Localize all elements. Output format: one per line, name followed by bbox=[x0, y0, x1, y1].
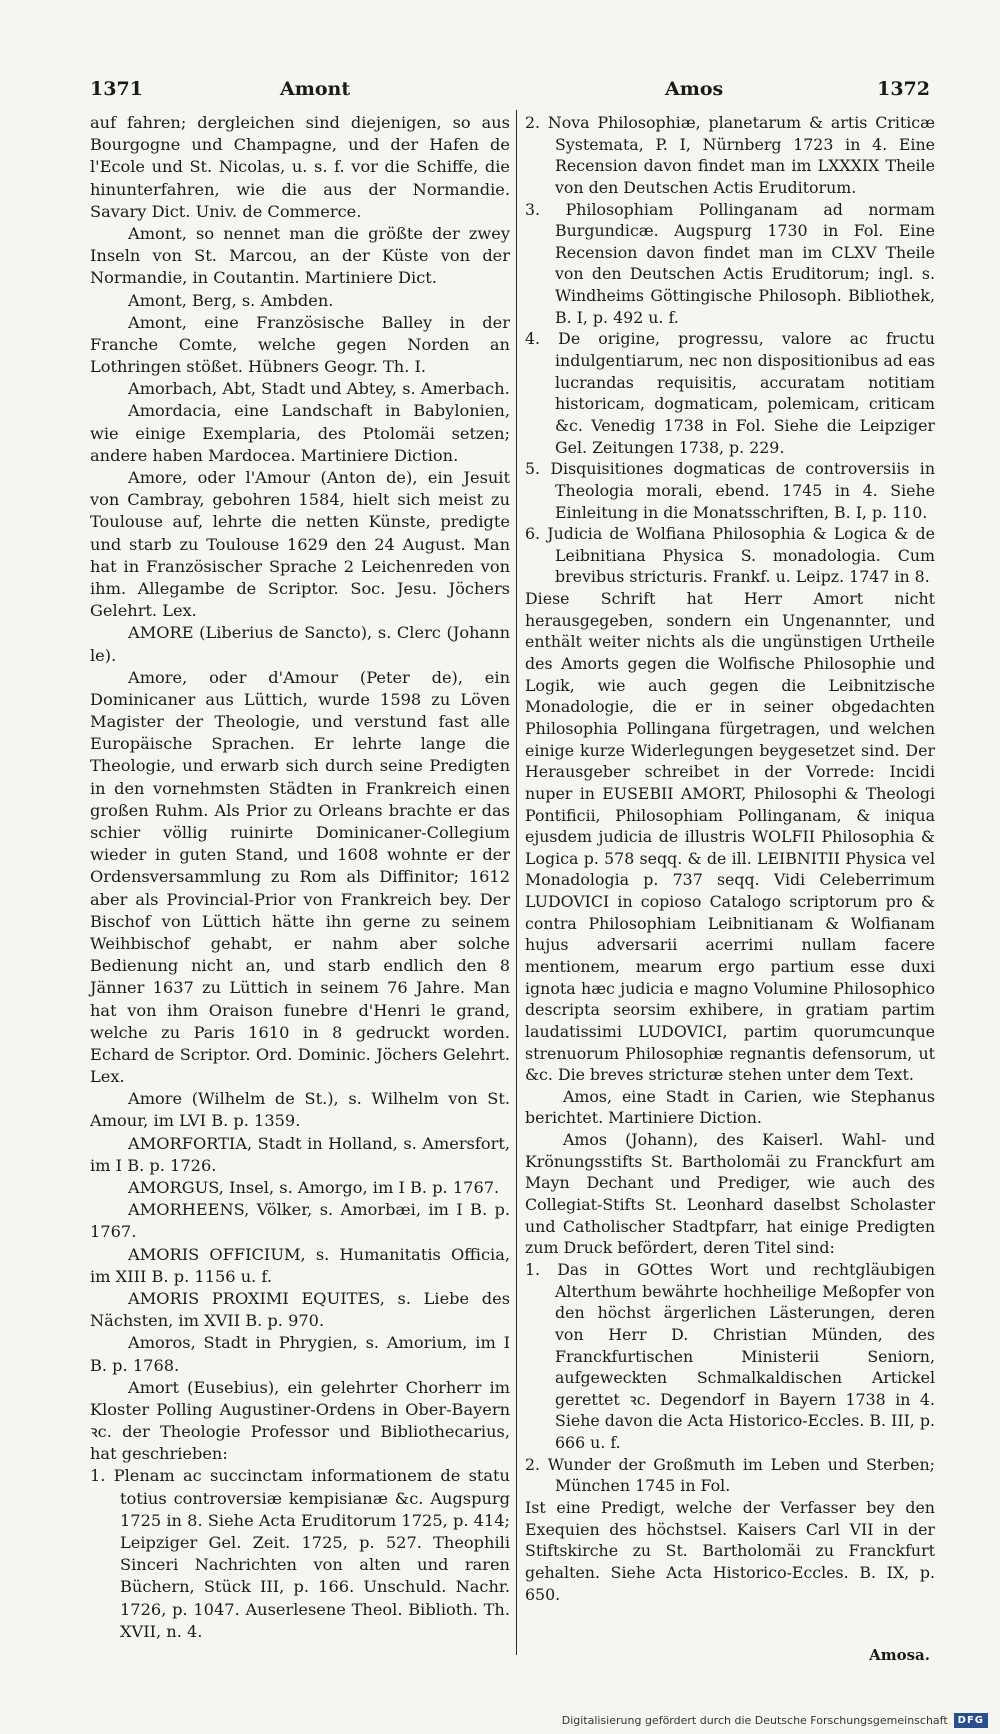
catchword: Amosa. bbox=[869, 1646, 930, 1664]
right-column-paragraph: 2. Wunder der Großmuth im Leben und Sterben; München 1745 in Fol. bbox=[525, 1454, 935, 1496]
left-column-paragraph: AMORHEENS, Völker, s. Amorbæi, im I B. p. 1767. bbox=[90, 1200, 510, 1242]
right-column-paragraph: Diese Schrift hat Herr Amort nicht herausgegeben, sondern ein Ungenannter, und enthält weiter nichts als die ungünstigen Urtheile des Amorts gegen die Wolfische Philosophie und Logik, wie auch gegen die Leibnitzische Monadologie, die er in seiner obgedachten Philosophia Pollingana fürgetragen, und welchen einige kurze Widerlegungen beygesetzet sind. Der Herausgeber schreibet in der Vorrede: Incidi nuper in EUSEBII AMORT, Philosophi & Theologi Pontificii, Philosophiam Pollinganam, & iniqua ejusdem judicia de illustris WOLFII Philosophia & Logica p. 578 seqq. & de ill. LEIBNITII Physica vel Monadologia p. 737 seqq. Vidi Celeberrimum LUDOVICI in copioso Catalogo scriptorum pro & contra Philosophiam Leibnitianam & Wolfianam hujus adversarii acerrimi nullam facere mentionem, mearum ergo partium esse duxi ignota hæc judicia e magno Volumine Philosophico descripta seorsim exhibere, in gratiam partim laudatissimi LUDOVICI, partim quorumcunque strenuorum Philosophiæ regnantis defensorum, ut &c. Die breves stricturæ stehen unter dem Text. bbox=[525, 589, 935, 1085]
left-column-paragraph: Amont, Berg, s. Ambden. bbox=[128, 290, 334, 310]
running-head-left: Amont bbox=[280, 78, 351, 100]
page-header bbox=[90, 78, 930, 106]
digitization-footer bbox=[562, 1713, 988, 1728]
right-column-paragraph: Ist eine Predigt, welche der Verfasser bey den Exequien des höchstsel. Kaisers Carl VII in der Stiftskirche zu St. Bartholomäi zu Franckfurt gehalten. Siehe Acta Historico-Eccles. B. IX, p. 650. bbox=[525, 1498, 935, 1604]
right-column-paragraph: 1. Das in GOttes Wort und rechtgläubigen Alterthum bewährte hochheilige Meßopfer von den höchst ärgerlichen Lästerungen, deren von Herr D. Christian Münden, des Franckfurtischen Ministerii Seniorn, aufgeweckten Schmalkaldischen Artickel gerettet ꝛc. Degendorf in Bayern 1738 in 4. Siehe davon die Acta Historico-Eccles. B. III, p. 666 u. f. bbox=[525, 1259, 935, 1453]
left-column-paragraph: Amore, oder d'Amour (Peter de), ein Dominicaner aus Lüttich, wurde 1598 zu Löven Magister der Theologie, und verstund fast alle Europäische Sprachen. Er lehrte lange die Theologie, und erwarb sich durch seine Predigten in den vornehmsten Städten in Frankreich einen großen Ruhm. Als Prior zu Orleans brachte er das schier völlig ruinirte Dominicaner-Collegium wieder in guten Stand, und 1608 wohnte er der Ordensversammlung zu Rom als Diffinitor; 1612 aber als Provincial-Prior von Frankreich bey. Der Bischof von Lüttich hätte ihn gerne zu seinem Weihbischof gehabt, er nahm aber solche Bedienung nicht an, und starb endlich den 8 Jänner 1637 zu Lüttich in seinem 76 Jahre. Man hat von ihm Oraison funebre d'Henri le grand, welche zu Paris 1610 in 8 gedruckt worden. Echard de Scriptor. Ord. Dominic. Jöchers Gelehrt. Lex. bbox=[90, 667, 510, 1087]
left-column-paragraph: AMORGUS, Insel, s. Amorgo, im I B. p. 1767. bbox=[128, 1178, 500, 1197]
left-column-paragraph: AMORIS PROXIMI EQUITES, s. Liebe des Nächsten, im XVII B. p. 970. bbox=[90, 1288, 510, 1331]
dfg-logo: DFG bbox=[954, 1713, 988, 1728]
right-column-paragraph: Amos, eine Stadt in Carien, wie Stephanus berichtet. Martiniere Diction. bbox=[525, 1086, 935, 1128]
right-column-paragraph: 3. Philosophiam Pollinganam ad normam Burgundicæ. Augspurg 1730 in Fol. Eine Recension davon findet man im CLXV Theile von den Deutschen Actis Eruditorum; ingl. s. Windheims Göttingische Philosoph. Bibliothek, B. I, p. 492 u. f. bbox=[525, 199, 935, 327]
right-column-paragraph: 4. De origine, progressu, valore ac fructu indulgentiarum, nec non dispositionibus ad eas lucrandas requisitis, accuratam notitiam historicam, dogmaticam, polemicam, criticam &c. Venedig 1738 in Fol. Siehe die Leipziger Gel. Zeitungen 1738, p. 229. bbox=[525, 329, 935, 457]
left-column-paragraph: auf fahren; dergleichen sind diejenigen, so aus Bourgogne und Champagne, und der Hafen de l'Ecole und St. Nicolas, u. s. f. vor die Schiffe, die hinunterfahren, wie die aus der Normandie. Savary Dict. Univ. de Commerce. bbox=[90, 113, 510, 221]
right-column-paragraph: Amos (Johann), des Kaiserl. Wahl- und Krönungsstifts St. Bartholomäi zu Franckfurt am Mayn Dechant und Prediger, wie auch des Collegiat-Stifts St. Leonhard daselbst Scholaster und Catholischer Stadtpfarr, hat einige Predigten zum Druck befördert, deren Titel sind: bbox=[525, 1130, 935, 1258]
left-column-paragraph: Amorbach, Abt, Stadt und Abtey, s. Amerbach. bbox=[128, 379, 510, 399]
left-column-paragraph: Amore, oder l'Amour (Anton de), ein Jesuit von Cambray, gebohren 1584, hielt sich meist zu Toulouse auf, lehrte die netten Künste, predigte und starb zu Toulouse 1629 den 24 August. Man hat in Französischer Sprache 2 Leichenreden von ihm. Allegambe de Scriptor. Soc. Jesu. Jöchers Gelehrt. Lex. bbox=[90, 468, 510, 621]
left-column-paragraph: Amoros, Stadt in Phrygien, s. Amorium, im I B. p. 1768. bbox=[90, 1333, 510, 1375]
footer-text: Digitalisierung gefördert durch die Deutsche Forschungsgemeinschaft bbox=[561, 1714, 948, 1727]
left-column-paragraph: Amont, eine Französische Balley in der Franche Comte, welche gegen Norden an Lothringen stößet. Hübners Geogr. Th. I. bbox=[90, 312, 510, 377]
page-number-left: 1371 bbox=[90, 78, 143, 100]
right-column bbox=[525, 112, 935, 1605]
left-column-paragraph: Amore (Wilhelm de St.), s. Wilhelm von St. Amour, im LVI B. p. 1359. bbox=[90, 1089, 510, 1131]
left-column-paragraph: Amort (Eusebius), ein gelehrter Chorherr im Kloster Polling Augustiner-Ordens in Ober-Bayern ꝛc. der Theologie Professor und Bibliothecarius, hat geschrieben: bbox=[90, 1377, 510, 1464]
left-column-paragraph: AMORIS OFFICIUM, s. Humanitatis Officia, im XIII B. p. 1156 u. f. bbox=[90, 1244, 510, 1286]
left-column-paragraph: 1. Plenam ac succinctam informationem de statu totius controversiæ kempisianæ &c. Augspurg 1725 in 8. Siehe Acta Eruditorum 1725, p. 414; Leipziger Gel. Zeit. 1725, p. 527. Theophili Sinceri Nachrichten von alten und raren Büchern, Stück III, p. 166. Unschuld. Nachr. 1726, p. 1047. Auserlesene Theol. Biblioth. Th. XVII, n. 4. bbox=[90, 1466, 510, 1641]
left-column-paragraph: Amont, so nennet man die größte der zwey Inseln von St. Marcou, an der Küste von der Normandie, in Coutantin. Martiniere Dict. bbox=[90, 223, 510, 288]
right-column-paragraph: 6. Judicia de Wolfiana Philosophia & Logica & de Leibnitiana Physica S. monadologia. Cum brevibus stricturis. Frankf. u. Leipz. 1747 in 8. bbox=[525, 524, 935, 587]
page-number-right: 1372 bbox=[877, 78, 930, 100]
left-column-paragraph: AMORE (Liberius de Sancto), s. Clerc (Johann le). bbox=[90, 623, 510, 665]
right-column-paragraph: 5. Disquisitiones dogmaticas de controversiis in Theologia morali, ebend. 1745 in 4. Siehe Einleitung in die Monatsschriften, B. I, p. 110. bbox=[525, 459, 935, 522]
right-column-paragraph: 2. Nova Philosophiæ, planetarum & artis Criticæ Systemata, P. I, Nürnberg 1723 in 4. Eine Recension davon findet man im LXXXIX Theile von den Deutschen Actis Eruditorum. bbox=[525, 113, 935, 197]
left-column-paragraph: AMORFORTIA, Stadt in Holland, s. Amersfort, im I B. p. 1726. bbox=[90, 1133, 510, 1175]
running-head-right: Amos bbox=[665, 78, 724, 100]
left-column-paragraph: Amordacia, eine Landschaft in Babylonien, wie einige Exemplaria, des Ptolomäi setzen; andere haben Mardocea. Martiniere Diction. bbox=[90, 401, 510, 465]
column-divider bbox=[516, 110, 517, 1655]
left-column bbox=[90, 112, 510, 1643]
